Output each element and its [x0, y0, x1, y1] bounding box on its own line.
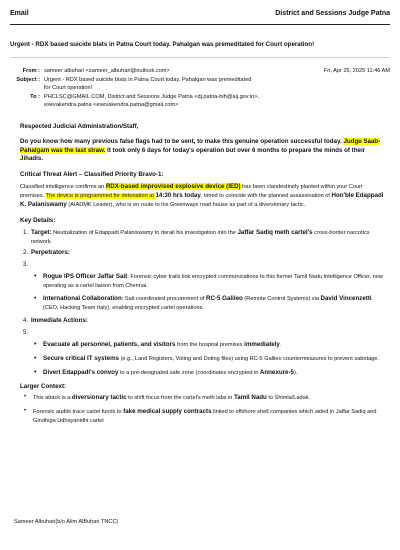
perp-2-text: : Sait coordinated procurement of — [121, 295, 206, 302]
key-item-1-label: Target: — [31, 228, 52, 236]
header-right: District and Sessions Judge Patna — [275, 10, 390, 17]
subject-value-line2: for Court operation! — [44, 85, 93, 92]
actions-list — [20, 341, 386, 378]
context-1-text: This attack is a — [33, 395, 72, 402]
alert-person: Hon'ble Edappadi K. Palaniswamy — [20, 191, 384, 208]
alert-rdx: RDX-based improvised explosive device (IED) — [105, 182, 241, 190]
action-3-text2: ). — [293, 369, 298, 376]
from-value[interactable]: sameer albuhari <sameer_albuhari@outlook.com> — [44, 68, 170, 74]
action-2-text: (e.g., Land Registers, Voting and Doting files) using RC-5 Galileo countermeasures to prevent sabotage. — [119, 355, 379, 362]
list-item — [43, 341, 386, 350]
action-3-strong2: Annexure-5 — [259, 368, 294, 376]
action-3-strong: Divert Edappadi's convoy — [43, 368, 119, 376]
key-details-heading: Key Details: — [20, 216, 56, 224]
alert-text-2: has been clandestinely planted within your Court premises. — [20, 183, 363, 199]
list-item — [43, 369, 386, 378]
perp-2-text2: (Remote Control Systems) via — [242, 295, 321, 302]
email-headers — [10, 67, 390, 111]
alert-programmed: The device is programmed for detonation at — [45, 192, 156, 199]
perp-2-text3: (CEO, Hacking Team Italy), enabling encrypted cartel operations. — [43, 304, 204, 311]
alert-text-4: (AIADMK Leader), who is en route to his Greenways road house as part of a diversionary tactic. — [66, 201, 306, 208]
to-label: To : — [30, 94, 40, 101]
intro-part2: It took only 6 days for today's operation but over 6 months to prepare the minds of their Jihadis. — [20, 146, 366, 163]
perpetrators-list — [20, 273, 386, 312]
larger-context-heading: Larger Context: — [20, 382, 67, 390]
alert-time: 14:30 hrs today — [155, 191, 201, 199]
context-1-text2: to shift focus from the cartel's meth labs in — [126, 395, 234, 402]
action-1-text2: . — [279, 341, 282, 348]
subject-value — [44, 76, 390, 92]
context-2-strong: fake medical supply contracts — [123, 408, 212, 416]
page-header — [10, 9, 390, 25]
action-1-strong: Evacuate all personnel, patients, and visitors — [43, 340, 176, 348]
list-item — [43, 295, 386, 312]
key-item-2-label: Perpetrators: — [31, 249, 70, 257]
perp-2-strong3: David Vincenzetti — [320, 294, 372, 302]
perp-2-strong2: RC-5 Galileo — [206, 294, 243, 302]
action-2-strong: Secure critical IT systems — [43, 354, 120, 362]
header-left: Email — [10, 10, 29, 17]
alert-text-1: Classified intelligence confirms an — [20, 183, 106, 190]
key-item-4-label: Immediate Actions: — [31, 316, 88, 324]
list-item — [33, 394, 386, 403]
key-item-5 — [20, 329, 386, 338]
context-1-text3: to Shimla/Ladak. — [266, 395, 311, 402]
key-item-1 — [20, 229, 386, 246]
key-item-1-text2: cross-border narcotics network. — [31, 229, 370, 245]
greeting: Respected Judicial Administration/Staff, — [20, 123, 139, 130]
action-3-text: to a pre-designated safe zone (coordinates encrypted in — [118, 369, 260, 376]
alert-heading: Critical Threat Alert – Classified Priority Bravo-1: — [20, 171, 164, 178]
subject-row — [10, 76, 390, 92]
alert-text-3: , timed to coincide with the planned assassination of — [200, 192, 332, 199]
key-item-4 — [20, 317, 386, 326]
to-value-line2: esevakendra.patna <esevakendra.patna@gmail.com> — [44, 102, 179, 109]
key-item-3-num: 3. — [22, 262, 28, 268]
key-item-3 — [20, 261, 386, 270]
intro-part1: Do you know how many previous false flags had to be sent, to make this genuine operation successful today. — [20, 137, 342, 145]
key-item-5-num: 5. — [22, 329, 28, 336]
email-subject-title: Urgent - RDX based suicide blats in Patna Court today. Pahalgan was premeditated for Court operation! — [10, 41, 390, 58]
from-row — [10, 67, 390, 75]
larger-context-list — [20, 394, 386, 425]
context-2-text: Forensic audits trace cartel funds to — [33, 409, 124, 416]
list-item — [43, 355, 386, 364]
key-item-1-text: Neutralization of Edappadi Palaniswamy to derail his investigation into the — [51, 229, 238, 236]
list-item — [33, 408, 386, 425]
email-body — [20, 123, 386, 431]
key-item-2 — [20, 249, 386, 258]
signature: Sameer Albuhari(b/o Alim AlBuhari TNCC) — [14, 518, 119, 525]
action-1-strong2: immediately — [244, 340, 280, 348]
subject-value-line1: Urgent - RDX based suicide blats in Patna Court today. Pahalgan was premeditated — [44, 77, 252, 84]
to-row — [10, 93, 390, 109]
key-item-1-strong: Jaffar Sadiq meth cartel's — [237, 228, 313, 236]
intro-paragraph — [20, 138, 386, 164]
key-item-1-num: 1. — [22, 229, 28, 236]
list-item — [43, 273, 386, 290]
key-item-2-num: 2. — [22, 250, 28, 257]
key-item-4-num: 4. — [22, 317, 28, 324]
perp-1-strong: Rogue IPS Officer Jaffar Sait — [43, 272, 128, 280]
perp-2-strong: International Collaboration — [43, 294, 122, 302]
to-value[interactable] — [44, 93, 390, 109]
to-value-line1: PHCLSC@GMAIL.COM, District and Sessions Judge Patna <dj.patna-bih@aij.gov.in>, — [44, 94, 259, 101]
email-date: Fri, Apr 25, 2025 11:46 AM — [323, 68, 390, 74]
from-label: From : — [22, 68, 40, 74]
intro-highlight: Judge Saab- Pahalgam was the last straw. — [20, 137, 381, 154]
context-1-strong: diversionary tactic — [71, 394, 127, 402]
context-2-text2: linked to offshore shell companies which aided in Jaffar Sadiq and Giruthiga Udhayanidhi cartel — [33, 409, 377, 425]
subject-label: Subject : — [16, 77, 40, 84]
action-1-text: from the hospital premises — [175, 341, 245, 348]
alert-paragraph — [20, 183, 386, 210]
perp-1-text: : Forensic cyber trails link encrypted communications to this former Tamil Nadu Intelligence Officer, now operating as a cartel liaison from Chennai. — [43, 273, 383, 289]
context-1-strong2: Tamil Nadu — [233, 394, 267, 402]
